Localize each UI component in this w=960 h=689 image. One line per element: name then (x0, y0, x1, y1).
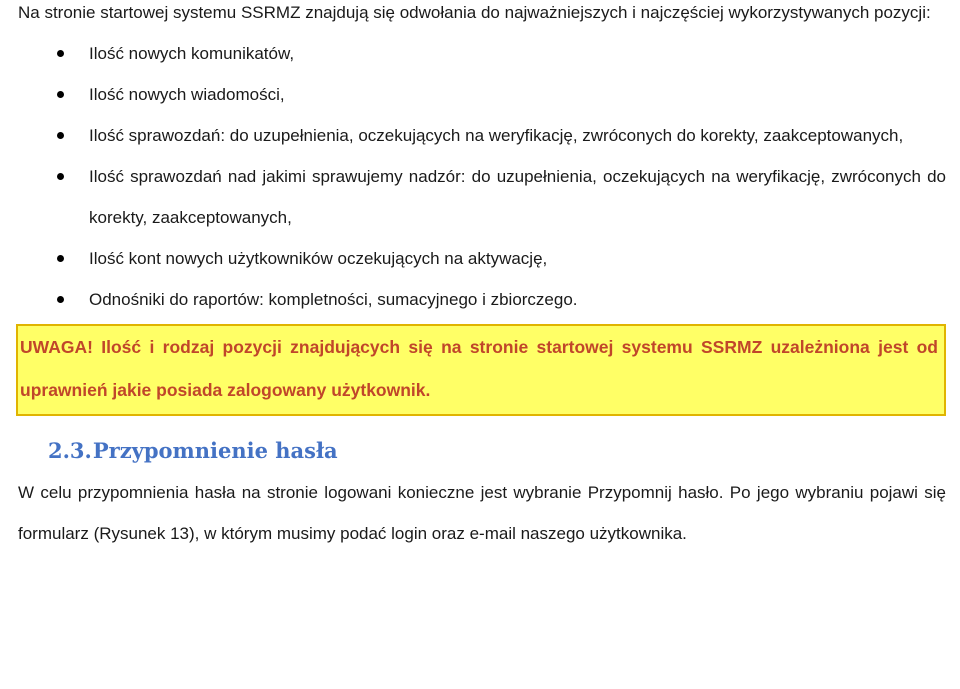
list-item-text: Ilość nowych wiadomości, (89, 85, 285, 104)
list-item-text: Ilość sprawozdań: do uzupełnienia, oczekujących na weryfikację, zwróconych do korekty, zaakceptowanych, (89, 126, 904, 145)
list-item (18, 238, 946, 279)
warning-box: UWAGA! Ilość i rodzaj pozycji znajdujących się na stronie startowej systemu SSRMZ uzależniona jest od uprawnień jakie posiada zalogowany użytkownik. (16, 324, 946, 416)
bullet-icon (57, 91, 64, 98)
closing-paragraph: W celu przypomnienia hasła na stronie logowani konieczne jest wybranie Przypomnij hasło. Po jego wybraniu pojawi się formularz (Rysunek 13), w którym musimy podać login oraz e-mail naszego użytkownika. (18, 483, 946, 543)
list-item-text: Ilość sprawozdań nad jakimi sprawujemy nadzór: do uzupełnienia, oczekujących na weryfikację, zwróconych do korekty, zaakceptowanych, (89, 167, 946, 227)
list-item (18, 115, 946, 156)
list-item-text: Odnośniki do raportów: kompletności, sumacyjnego i zbiorczego. (89, 290, 578, 309)
section-number: 2.3. (48, 438, 92, 463)
bullet-icon (57, 50, 64, 57)
bullet-icon (57, 255, 64, 262)
list-item-text: Ilość kont nowych użytkowników oczekujących na aktywację, (89, 249, 548, 268)
list-item (18, 156, 946, 238)
list-item (18, 279, 946, 320)
list-item (18, 33, 946, 74)
bullet-icon (57, 132, 64, 139)
bullet-icon (57, 173, 64, 180)
list-item (18, 74, 946, 115)
intro-paragraph: Na stronie startowej systemu SSRMZ znajdują się odwołania do najważniejszych i najczęściej wykorzystywanych pozycji: (18, 3, 931, 22)
section-heading (48, 430, 946, 472)
bullet-icon (57, 296, 64, 303)
list-item-text: Ilość nowych komunikatów, (89, 44, 295, 63)
section-title: Przypomnienie hasła (92, 438, 338, 463)
feature-list (18, 33, 946, 320)
